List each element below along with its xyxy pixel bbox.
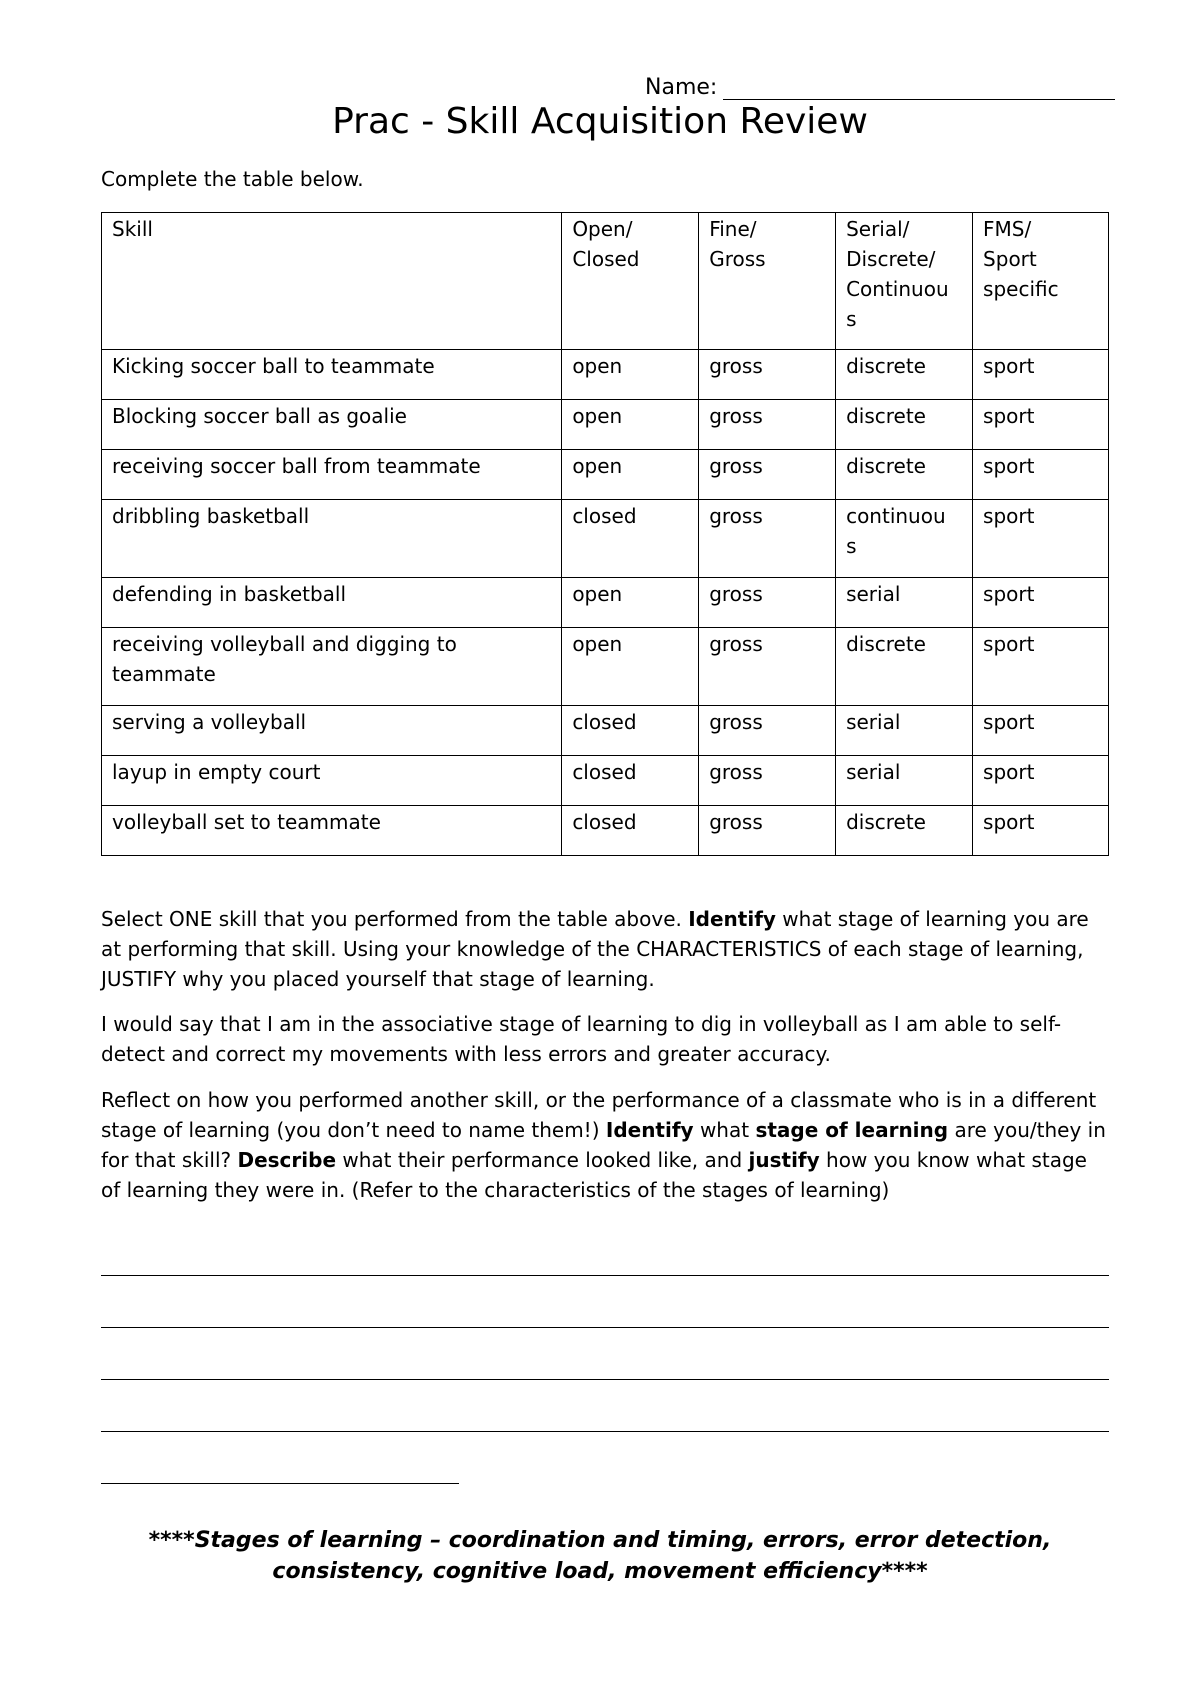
cell-fms-sport: sport — [973, 500, 1109, 578]
cell-skill: dribbling basketball — [102, 500, 562, 578]
cell-type: discrete — [836, 450, 973, 500]
cell-fine-gross: gross — [699, 400, 836, 450]
footer-line-2: consistency, cognitive load, movement efficiency**** — [272, 1559, 928, 1584]
table-row — [102, 450, 1109, 500]
header-fine-gross: Fine/ Gross — [699, 213, 836, 350]
cell-fine-gross: gross — [699, 350, 836, 400]
footer-line-1: ****Stages of learning – coordination and timing, errors, error detection, — [148, 1528, 1052, 1553]
cell-type: discrete — [836, 350, 973, 400]
cell-type: serial — [836, 706, 973, 756]
cell-type: discrete — [836, 628, 973, 706]
table-row — [102, 500, 1109, 578]
table-row — [102, 806, 1109, 856]
table-row — [102, 756, 1109, 806]
cell-fine-gross: gross — [699, 756, 836, 806]
skills-table — [101, 212, 1109, 856]
cell-type: continuou s — [836, 500, 973, 578]
cell-fine-gross: gross — [699, 500, 836, 578]
cell-fine-gross: gross — [699, 628, 836, 706]
cell-open-closed: open — [562, 450, 699, 500]
table-instruction: Complete the table below. — [101, 167, 364, 191]
header-fms-sport: FMS/ Sport specific — [973, 213, 1109, 350]
cell-fine-gross: gross — [699, 578, 836, 628]
cell-fine-gross: gross — [699, 806, 836, 856]
cell-fine-gross: gross — [699, 706, 836, 756]
cell-open-closed: open — [562, 400, 699, 450]
cell-skill: layup in empty court — [102, 756, 562, 806]
name-field-row — [645, 70, 1115, 100]
cell-skill: Kicking soccer ball to teammate — [102, 350, 562, 400]
stages-of-learning-note — [0, 1525, 1200, 1587]
cell-open-closed: open — [562, 350, 699, 400]
question-1: Select ONE skill that you performed from the table above. Identify what stage of learning you are at performing that skill. Using your knowledge of the CHARACTERISTICS of each stage of learning, JUSTIFY why you placed yourself that stage of learning. — [101, 907, 1089, 991]
table-header-row — [102, 213, 1109, 350]
answer-line[interactable] — [101, 1483, 459, 1484]
header-skill: Skill — [102, 213, 562, 350]
cell-type: discrete — [836, 400, 973, 450]
cell-open-closed: closed — [562, 500, 699, 578]
cell-fms-sport: sport — [973, 350, 1109, 400]
cell-fms-sport: sport — [973, 806, 1109, 856]
cell-fms-sport: sport — [973, 706, 1109, 756]
cell-skill: serving a volleyball — [102, 706, 562, 756]
cell-skill: receiving soccer ball from teammate — [102, 450, 562, 500]
answer-line[interactable] — [101, 1379, 1109, 1380]
table-row — [102, 350, 1109, 400]
page-title: Prac - Skill Acquisition Review — [332, 101, 868, 142]
cell-fine-gross: gross — [699, 450, 836, 500]
cell-type: serial — [836, 756, 973, 806]
cell-skill: volleyball set to teammate — [102, 806, 562, 856]
name-answer-line[interactable] — [723, 77, 1115, 100]
cell-open-closed: closed — [562, 706, 699, 756]
cell-fms-sport: sport — [973, 578, 1109, 628]
table-row — [102, 706, 1109, 756]
cell-skill: receiving volleyball and digging to teammate — [102, 628, 562, 706]
cell-type: serial — [836, 578, 973, 628]
cell-open-closed: closed — [562, 806, 699, 856]
cell-type: discrete — [836, 806, 973, 856]
cell-skill: Blocking soccer ball as goalie — [102, 400, 562, 450]
answer-line[interactable] — [101, 1275, 1109, 1276]
cell-skill: defending in basketball — [102, 578, 562, 628]
cell-fms-sport: sport — [973, 628, 1109, 706]
cell-fms-sport: sport — [973, 756, 1109, 806]
cell-fms-sport: sport — [973, 450, 1109, 500]
cell-open-closed: closed — [562, 756, 699, 806]
cell-fms-sport: sport — [973, 400, 1109, 450]
header-serial-discrete-continuous: Serial/ Discrete/ Continuou s — [836, 213, 973, 350]
table-row — [102, 578, 1109, 628]
question-2: Reflect on how you performed another skill, or the performance of a classmate who is in a different stage of learning (you don’t need to name them!) Identify what stage of learning are you/they in for that skill? Describe what their performance looked like, and justify how you know what stage of learning they were in. (Refer to the characteristics of the stages of learning) — [101, 1088, 1106, 1202]
answer-line[interactable] — [101, 1327, 1109, 1328]
cell-open-closed: open — [562, 628, 699, 706]
answer-line[interactable] — [101, 1431, 1109, 1432]
table-row — [102, 400, 1109, 450]
table-row — [102, 628, 1109, 706]
answer-1: I would say that I am in the associative stage of learning to dig in volleyball as I am able to self-detect and correct my movements with less errors and greater accuracy. — [101, 1012, 1062, 1066]
cell-open-closed: open — [562, 578, 699, 628]
header-open-closed: Open/ Closed — [562, 213, 699, 350]
name-label: Name: — [645, 75, 718, 100]
